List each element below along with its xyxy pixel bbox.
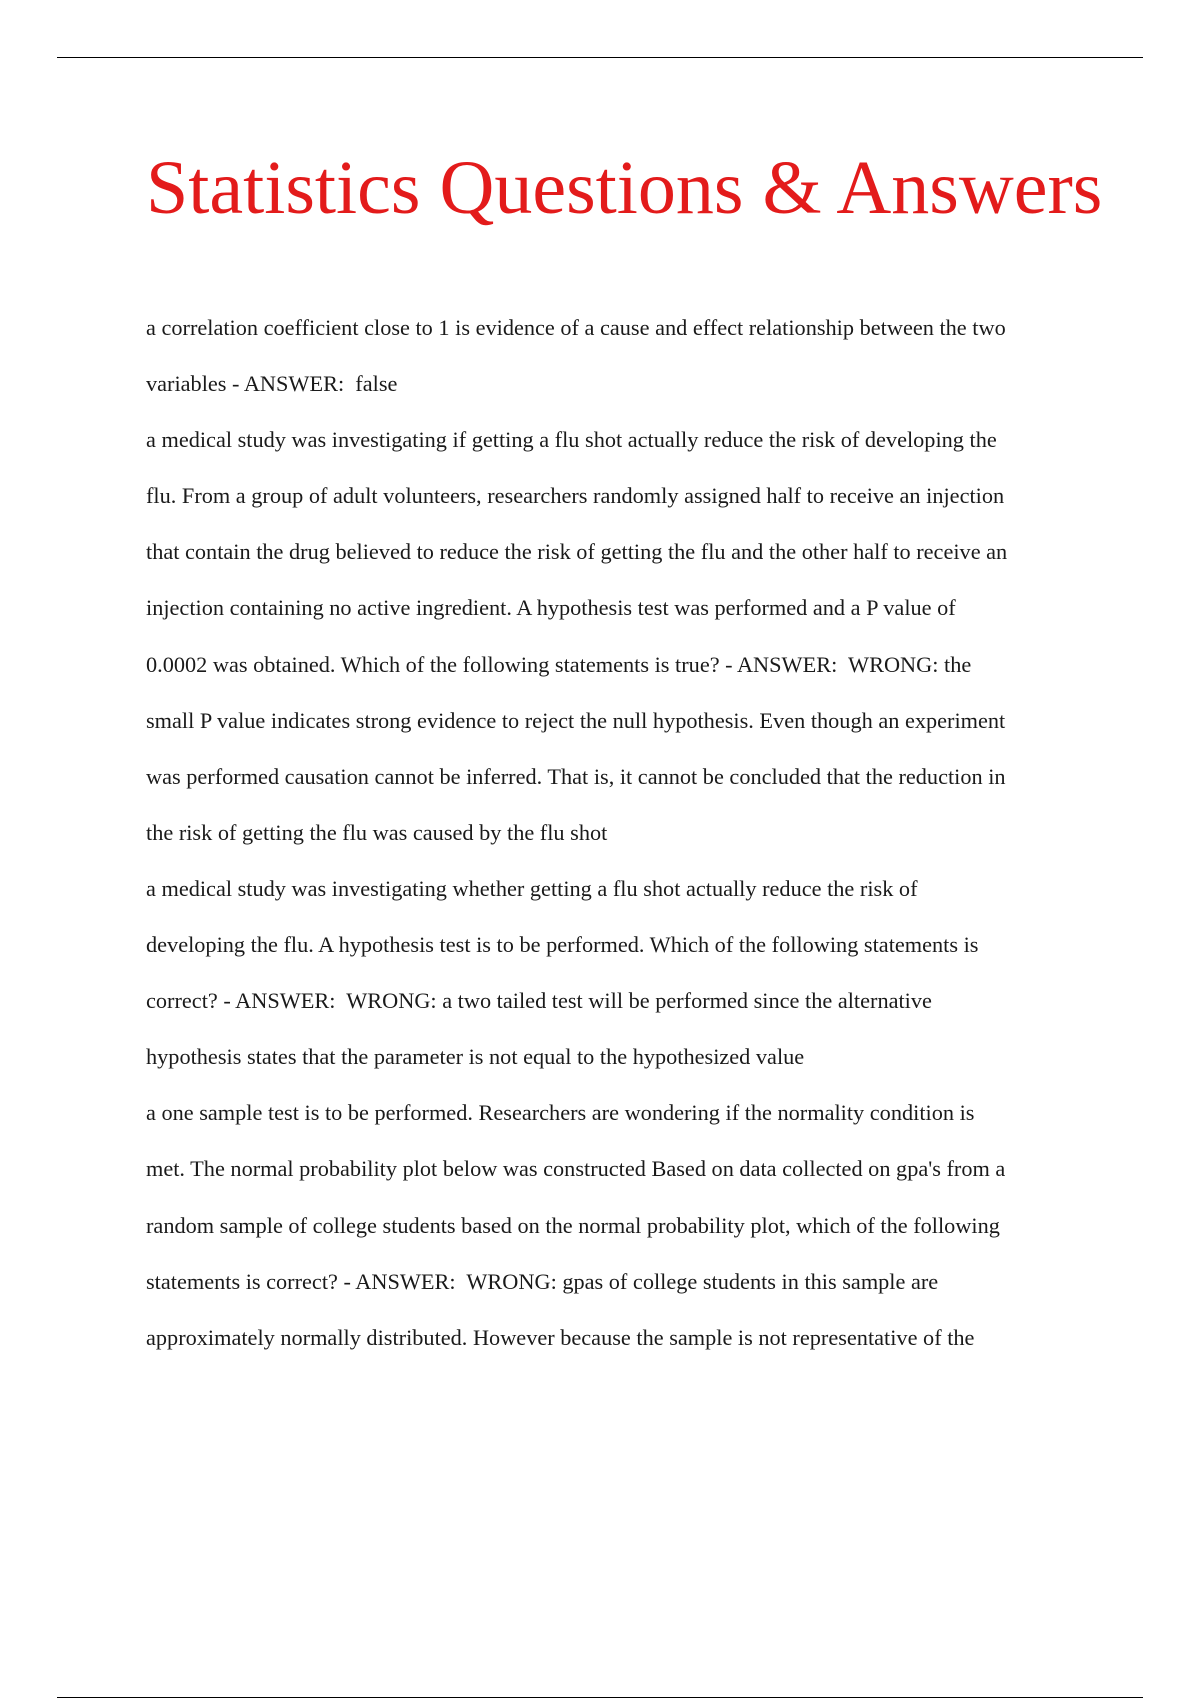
text-line: small P value indicates strong evidence to reject the null hypothesis. Even though an experiment (146, 707, 1006, 733)
text-line: random sample of college students based on the normal probability plot, which of the following (146, 1212, 1000, 1238)
text-line: correct? - ANSWER: WRONG: a two tailed test will be performed since the alternative (146, 988, 932, 1014)
qa-content (146, 300, 1086, 1366)
text-line: a one sample test is to be performed. Researchers are wondering if the normality condition is (146, 1100, 975, 1126)
text-line: the risk of getting the flu was caused by the flu shot (146, 819, 608, 845)
text-line: that contain the drug believed to reduce the risk of getting the flu and the other half to receive an (146, 539, 1008, 565)
text-line: variables - ANSWER: false (146, 371, 398, 397)
text-line: 0.0002 was obtained. Which of the following statements is true? - ANSWER: WRONG: the (146, 651, 972, 677)
page-title: Statistics Questions & Answers (146, 146, 1103, 230)
top-rule (57, 57, 1143, 58)
text-line: injection containing no active ingredient. A hypothesis test was performed and a P value of (146, 595, 956, 621)
text-line: was performed causation cannot be inferred. That is, it cannot be concluded that the reduction in (146, 763, 1006, 789)
text-line: developing the flu. A hypothesis test is to be performed. Which of the following statements is (146, 932, 979, 958)
text-line: flu. From a group of adult volunteers, researchers randomly assigned half to receive an injection (146, 483, 1005, 509)
bottom-rule (57, 1697, 1143, 1698)
text-line: approximately normally distributed. However because the sample is not representative of the (146, 1324, 975, 1350)
text-line: a medical study was investigating whether getting a flu shot actually reduce the risk of (146, 875, 918, 901)
text-line: a medical study was investigating if getting a flu shot actually reduce the risk of developing the (146, 427, 997, 453)
text-line: a correlation coefficient close to 1 is evidence of a cause and effect relationship between the two (146, 315, 1006, 340)
text-line: hypothesis states that the parameter is not equal to the hypothesized value (146, 1044, 805, 1070)
text-line: statements is correct? - ANSWER: WRONG: gpas of college students in this sample are (146, 1268, 939, 1294)
text-line: met. The normal probability plot below was constructed Based on data collected on gpa's from a (146, 1156, 1006, 1182)
